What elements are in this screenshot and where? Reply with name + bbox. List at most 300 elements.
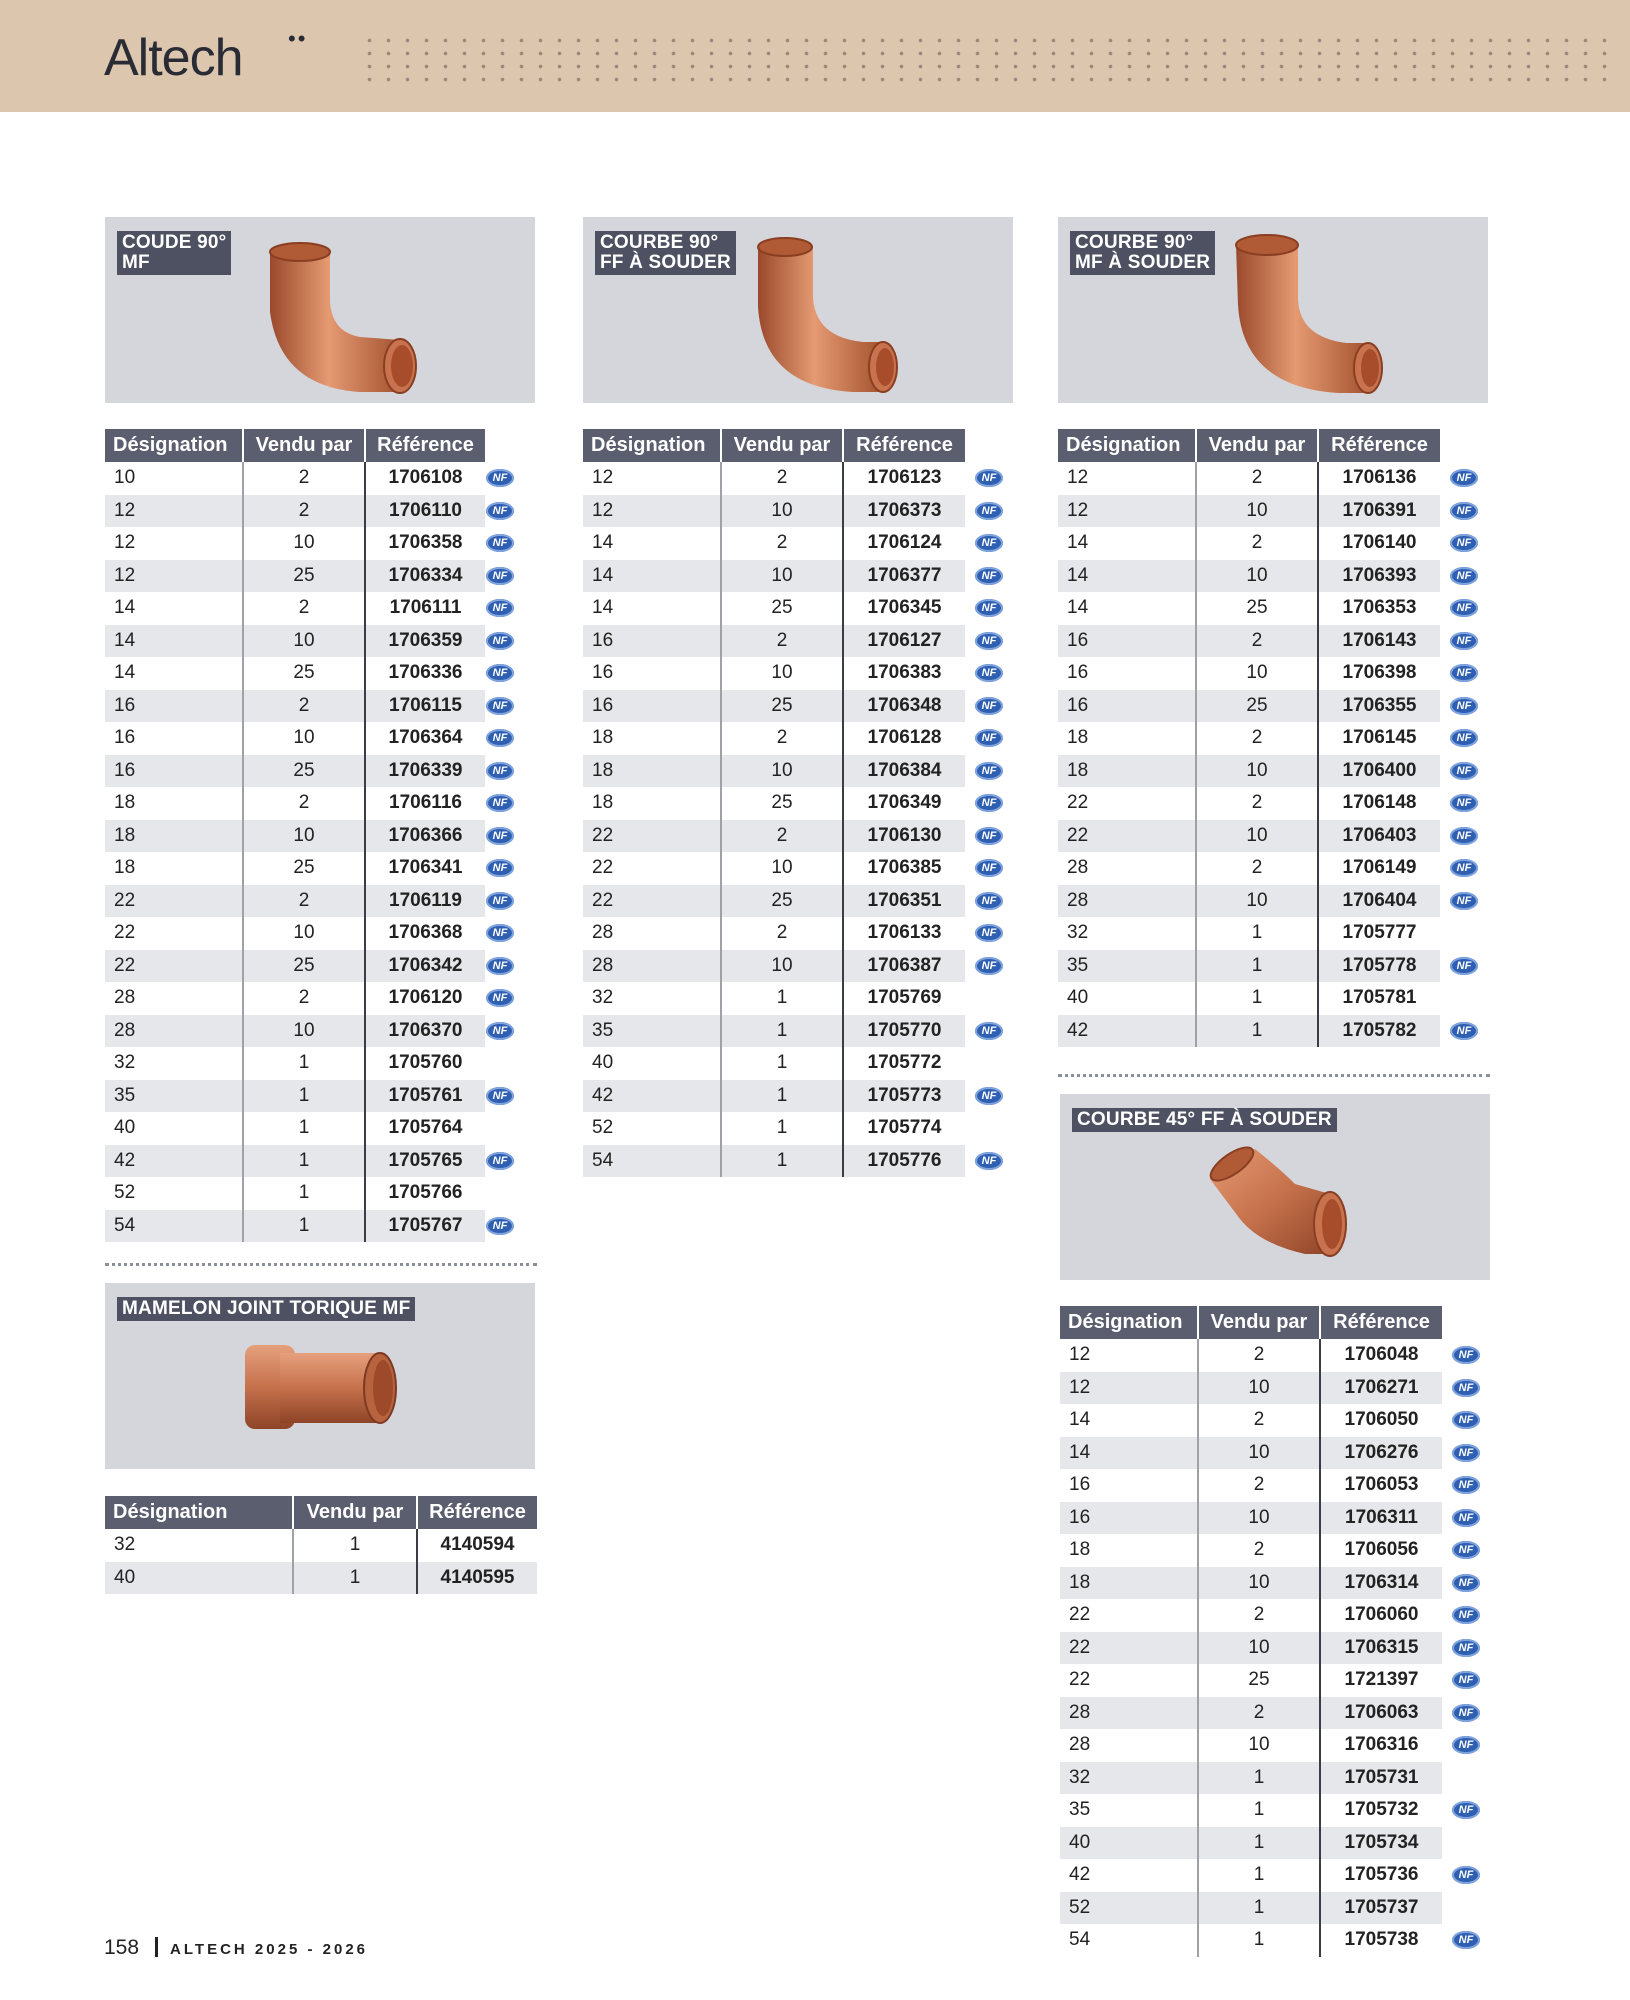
vendu-par-cell: 1	[721, 1145, 843, 1178]
vendu-par-cell: 10	[1198, 1729, 1320, 1762]
designation-cell: 12	[1060, 1339, 1198, 1372]
bend-45-fitting-image	[1200, 1139, 1360, 1269]
reference-cell: 1706128	[867, 727, 942, 749]
table-row	[583, 950, 1013, 983]
designation-cell: 42	[1060, 1859, 1198, 1892]
designation-cell: 28	[1060, 1729, 1198, 1762]
nf-cell	[485, 820, 515, 853]
brand-logo: Altech	[104, 29, 243, 87]
reference-cell: 1706393	[1318, 560, 1440, 593]
nf-certification-icon: NF	[975, 1022, 1003, 1040]
reference-cell: 1706403	[1318, 820, 1440, 853]
designation-cell: 16	[1060, 1502, 1198, 1535]
table-row	[1058, 592, 1488, 625]
table-row	[1060, 1892, 1490, 1925]
table-row	[105, 722, 515, 755]
reference-cell: 1706349	[867, 792, 942, 814]
table-row	[1058, 852, 1488, 885]
nf-cell	[1442, 1372, 1490, 1405]
nf-certification-icon: NF	[975, 794, 1003, 812]
vendu-par-cell: 10	[1198, 1372, 1320, 1405]
reference-cell: 1706351	[843, 885, 965, 918]
reference-cell: 1705737	[1320, 1892, 1442, 1925]
nf-certification-icon: NF	[1450, 892, 1478, 910]
nf-cell	[1442, 1469, 1490, 1502]
table-row	[1060, 1339, 1490, 1372]
table-row	[583, 722, 1013, 755]
table-row	[1060, 1664, 1490, 1697]
designation-cell: 28	[1058, 885, 1196, 918]
table-row	[583, 527, 1013, 560]
table-row	[105, 625, 515, 658]
nf-certification-icon: NF	[1452, 1411, 1480, 1429]
table-row	[583, 852, 1013, 885]
vendu-par-cell: 10	[1196, 657, 1318, 690]
reference-cell: 1706149	[1342, 857, 1417, 879]
nf-cell	[485, 560, 515, 593]
product-title: COURBE 90° MF À SOUDER	[1070, 231, 1215, 275]
vendu-par-cell: 2	[243, 885, 365, 918]
table-row	[1058, 560, 1488, 593]
designation-cell: 16	[1058, 690, 1196, 723]
table-row	[1060, 1762, 1490, 1795]
table-row	[105, 1047, 515, 1080]
vendu-par-cell: 10	[1198, 1632, 1320, 1665]
reference-cell: 1706404	[1318, 885, 1440, 918]
reference-cell: 1706111	[389, 597, 462, 619]
nf-certification-icon: NF	[1450, 827, 1478, 845]
reference-cell: 1706336	[388, 662, 463, 684]
reference-cell: 1706116	[389, 792, 462, 814]
reference-cell: 1706063	[1320, 1697, 1442, 1730]
designation-cell: 18	[1058, 722, 1196, 755]
table-row	[105, 885, 515, 918]
table-row	[1060, 1437, 1490, 1470]
nf-cell	[485, 950, 515, 983]
nf-cell	[485, 1015, 515, 1048]
nf-cell	[485, 495, 515, 528]
table-row	[583, 917, 1013, 950]
table-row	[583, 1145, 1013, 1178]
reference-cell: 1706119	[365, 885, 485, 918]
vendu-par-cell: 1	[721, 1080, 843, 1113]
vendu-par-cell: 1	[721, 1015, 843, 1048]
reference-table	[1060, 1306, 1490, 1957]
nf-cell	[965, 1047, 1013, 1080]
nf-cell	[965, 1145, 1013, 1178]
table-row	[1058, 657, 1488, 690]
nf-certification-icon: NF	[1452, 1509, 1480, 1527]
designation-cell: 54	[1060, 1924, 1198, 1957]
designation-cell: 14	[105, 625, 243, 658]
designation-cell: 16	[105, 755, 243, 788]
reference-cell: 4140594	[440, 1534, 515, 1556]
nf-cell	[1442, 1534, 1490, 1567]
designation-cell: 12	[583, 495, 721, 528]
vendu-par-cell: 2	[721, 722, 843, 755]
designation-cell: 18	[105, 852, 243, 885]
nf-cell	[1442, 1697, 1490, 1730]
designation-cell: 18	[1060, 1567, 1198, 1600]
designation-cell: 22	[583, 885, 721, 918]
vendu-par-cell: 1	[243, 1177, 365, 1210]
nf-certification-icon: NF	[1450, 664, 1478, 682]
reference-cell: 1706136	[1342, 467, 1417, 489]
nf-cell	[1442, 1729, 1490, 1762]
table-row	[1058, 950, 1488, 983]
designation-cell: 54	[583, 1145, 721, 1178]
table-row	[1060, 1924, 1490, 1957]
reference-cell: 1706387	[843, 950, 965, 983]
reference-cell: 1706124	[867, 532, 942, 554]
designation-cell: 14	[1058, 592, 1196, 625]
nf-cell	[965, 495, 1013, 528]
reference-cell: 1706345	[867, 597, 942, 619]
nf-certification-icon: NF	[486, 697, 514, 715]
vendu-par-cell: 2	[1198, 1404, 1320, 1437]
nf-certification-icon: NF	[975, 924, 1003, 942]
table-row	[1058, 1015, 1488, 1048]
nf-cell	[1440, 1015, 1488, 1048]
vendu-par-cell: 25	[243, 950, 365, 983]
vendu-par-cell: 1	[1196, 1015, 1318, 1048]
designation-cell: 42	[1058, 1015, 1196, 1048]
vendu-par-cell: 2	[1198, 1697, 1320, 1730]
nf-certification-icon: NF	[486, 1087, 514, 1105]
table-row	[105, 560, 515, 593]
col-reference: Référence	[1318, 429, 1440, 462]
vendu-par-cell: 1	[243, 1047, 365, 1080]
reference-cell: 1706366	[365, 820, 485, 853]
designation-cell: 32	[1058, 917, 1196, 950]
vendu-par-cell: 2	[1196, 527, 1318, 560]
table-row	[1058, 462, 1488, 495]
nf-cell	[485, 755, 515, 788]
reference-cell: 1706143	[1318, 625, 1440, 658]
nf-cell	[965, 657, 1013, 690]
vendu-par-cell: 25	[721, 787, 843, 820]
table-row	[105, 1145, 515, 1178]
designation-cell: 12	[105, 527, 243, 560]
nf-certification-icon: NF	[486, 762, 514, 780]
table-row	[583, 755, 1013, 788]
table-row	[105, 1080, 515, 1113]
vendu-par-cell: 2	[1196, 462, 1318, 495]
reference-cell: 1705734	[1320, 1827, 1442, 1860]
header-band	[0, 0, 1630, 112]
nf-cell	[965, 625, 1013, 658]
vendu-par-cell: 1	[1196, 982, 1318, 1015]
table-row	[583, 462, 1013, 495]
dotted-pattern	[360, 34, 1616, 86]
designation-cell: 18	[583, 722, 721, 755]
reference-cell: 1705731	[1320, 1762, 1442, 1795]
vendu-par-cell: 1	[293, 1562, 417, 1595]
nf-certification-icon: NF	[1450, 1022, 1478, 1040]
reference-cell: 1706316	[1344, 1734, 1419, 1756]
nf-certification-icon: NF	[486, 859, 514, 877]
reference-cell: 1706053	[1344, 1474, 1419, 1496]
nf-cell	[965, 1080, 1013, 1113]
table-row	[1058, 917, 1488, 950]
reference-cell: 1706377	[843, 560, 965, 593]
nf-cell	[485, 885, 515, 918]
designation-cell: 16	[583, 625, 721, 658]
nf-cell	[485, 1210, 515, 1243]
nf-certification-icon: NF	[1450, 469, 1478, 487]
table-row	[1060, 1729, 1490, 1762]
table-row	[105, 657, 515, 690]
vendu-par-cell: 10	[1198, 1437, 1320, 1470]
nf-certification-icon: NF	[975, 567, 1003, 585]
nf-cell	[1440, 722, 1488, 755]
designation-cell: 22	[583, 852, 721, 885]
designation-cell: 16	[583, 657, 721, 690]
vendu-par-cell: 2	[1198, 1599, 1320, 1632]
nf-cell	[485, 982, 515, 1015]
reference-cell: 1705773	[843, 1080, 965, 1113]
nf-certification-icon: NF	[1452, 1444, 1480, 1462]
vendu-par-cell: 1	[243, 1112, 365, 1145]
designation-cell: 28	[583, 917, 721, 950]
reference-cell: 1706383	[867, 662, 942, 684]
designation-cell: 12	[1060, 1372, 1198, 1405]
nf-cell	[485, 592, 515, 625]
vendu-par-cell: 1	[293, 1529, 417, 1562]
table-row	[1058, 787, 1488, 820]
designation-cell: 52	[583, 1112, 721, 1145]
table-row	[1060, 1502, 1490, 1535]
nf-certification-icon: NF	[1452, 1736, 1480, 1754]
nf-cell	[965, 527, 1013, 560]
reference-cell: 1705765	[365, 1145, 485, 1178]
nf-certification-icon: NF	[1452, 1931, 1480, 1949]
reference-cell: 1705781	[1342, 987, 1417, 1009]
nf-cell	[1440, 820, 1488, 853]
nf-cell	[485, 917, 515, 950]
vendu-par-cell: 1	[243, 1080, 365, 1113]
nf-certification-icon: NF	[486, 794, 514, 812]
nf-cell	[485, 852, 515, 885]
vendu-par-cell: 10	[721, 852, 843, 885]
table-row	[105, 690, 515, 723]
table-row	[1060, 1599, 1490, 1632]
reference-cell: 1706060	[1344, 1604, 1419, 1626]
reference-cell: 1706348	[843, 690, 965, 723]
table-row	[1060, 1567, 1490, 1600]
col-designation: Désignation	[1060, 1306, 1198, 1339]
vendu-par-cell: 10	[1196, 820, 1318, 853]
nf-cell	[1440, 852, 1488, 885]
reference-cell: 1706115	[365, 690, 485, 723]
reference-cell: 1706140	[1342, 532, 1417, 554]
designation-cell: 18	[1058, 755, 1196, 788]
reference-cell: 1706276	[1320, 1437, 1442, 1470]
col-designation: Désignation	[1058, 429, 1196, 462]
vendu-par-cell: 1	[1198, 1892, 1320, 1925]
nf-certification-icon: NF	[1452, 1801, 1480, 1819]
nf-certification-icon: NF	[1450, 729, 1478, 747]
elbow-fitting-image	[240, 232, 420, 397]
vendu-par-cell: 25	[721, 592, 843, 625]
vendu-par-cell: 10	[721, 495, 843, 528]
vendu-par-cell: 25	[1196, 592, 1318, 625]
nf-cell	[1440, 755, 1488, 788]
table-row	[105, 495, 515, 528]
reference-cell: 1705769	[867, 987, 942, 1009]
designation-cell: 42	[583, 1080, 721, 1113]
reference-cell: 1706373	[843, 495, 965, 528]
table-row	[583, 1112, 1013, 1145]
nf-cell	[485, 690, 515, 723]
nf-cell	[1440, 982, 1488, 1015]
col-reference: Référence	[417, 1496, 537, 1529]
vendu-par-cell: 1	[721, 982, 843, 1015]
table-row	[1058, 982, 1488, 1015]
reference-cell: 1706130	[843, 820, 965, 853]
designation-cell: 14	[1058, 527, 1196, 560]
reference-cell: 1706108	[388, 467, 463, 489]
vendu-par-cell: 25	[243, 755, 365, 788]
table-row	[583, 1080, 1013, 1113]
nf-cell	[1442, 1632, 1490, 1665]
vendu-par-cell: 2	[243, 495, 365, 528]
vendu-par-cell: 10	[243, 820, 365, 853]
reference-cell: 1706370	[365, 1015, 485, 1048]
reference-cell: 1706364	[388, 727, 463, 749]
product-title: COURBE 90° FF À SOUDER	[595, 231, 736, 275]
vendu-par-cell: 10	[243, 722, 365, 755]
vendu-par-cell: 10	[721, 657, 843, 690]
table-row	[583, 625, 1013, 658]
reference-cell: 1706339	[365, 755, 485, 788]
table-row	[1058, 625, 1488, 658]
reference-cell: 1705738	[1344, 1929, 1419, 1951]
page-number: 158	[104, 1936, 140, 1959]
designation-cell: 22	[1058, 787, 1196, 820]
designation-cell: 28	[583, 950, 721, 983]
reference-cell: 1705782	[1318, 1015, 1440, 1048]
designation-cell: 22	[105, 885, 243, 918]
vendu-par-cell: 2	[1196, 852, 1318, 885]
table-row	[1058, 690, 1488, 723]
product-image	[1060, 1094, 1490, 1280]
vendu-par-cell: 2	[721, 462, 843, 495]
nf-cell	[1442, 1827, 1490, 1860]
nf-certification-icon: NF	[1452, 1574, 1480, 1592]
vendu-par-cell: 10	[721, 755, 843, 788]
vendu-par-cell: 2	[721, 820, 843, 853]
vendu-par-cell: 25	[721, 885, 843, 918]
nf-cell	[485, 1145, 515, 1178]
designation-cell: 42	[105, 1145, 243, 1178]
designation-cell: 14	[105, 657, 243, 690]
designation-cell: 12	[1058, 495, 1196, 528]
reference-cell: 1705778	[1318, 950, 1440, 983]
table-row	[105, 1015, 515, 1048]
nf-cell	[485, 657, 515, 690]
nf-certification-icon: NF	[1452, 1671, 1480, 1689]
reference-cell: 1706384	[843, 755, 965, 788]
reference-cell: 1706398	[1342, 662, 1417, 684]
table-row	[583, 1015, 1013, 1048]
nf-certification-icon: NF	[486, 567, 514, 585]
vendu-par-cell: 1	[1196, 917, 1318, 950]
designation-cell: 16	[105, 690, 243, 723]
designation-cell: 28	[1058, 852, 1196, 885]
product-image	[105, 217, 535, 403]
nf-cell	[965, 917, 1013, 950]
bend-fitting-image	[743, 227, 903, 397]
designation-cell: 16	[1058, 657, 1196, 690]
table-row	[105, 982, 515, 1015]
designation-cell: 22	[1060, 1632, 1198, 1665]
nf-cell	[1440, 787, 1488, 820]
reference-cell: 1721397	[1344, 1669, 1419, 1691]
nf-cell	[485, 527, 515, 560]
nf-certification-icon: NF	[486, 1152, 514, 1170]
table-row	[105, 1112, 515, 1145]
table-row	[105, 852, 515, 885]
col-vendu-par: Vendu par	[721, 429, 843, 462]
designation-cell: 14	[1058, 560, 1196, 593]
vendu-par-cell: 10	[1198, 1567, 1320, 1600]
table-row	[1058, 722, 1488, 755]
col-reference: Référence	[365, 429, 485, 462]
reference-cell: 1705776	[843, 1145, 965, 1178]
col-vendu-par: Vendu par	[293, 1496, 417, 1529]
designation-cell: 28	[1060, 1697, 1198, 1730]
nf-cell	[1440, 527, 1488, 560]
reference-cell: 1705764	[388, 1117, 463, 1139]
product-title: MAMELON JOINT TORIQUE MF	[117, 1297, 415, 1321]
designation-cell: 52	[1060, 1892, 1198, 1925]
vendu-par-cell: 2	[243, 690, 365, 723]
nf-certification-icon: NF	[975, 957, 1003, 975]
nf-certification-icon: NF	[1450, 502, 1478, 520]
designation-cell: 14	[583, 527, 721, 560]
designation-cell: 18	[1060, 1534, 1198, 1567]
vendu-par-cell: 10	[1196, 560, 1318, 593]
reference-cell: 1706120	[388, 987, 463, 1009]
table-row	[105, 1177, 515, 1210]
table-row	[105, 1210, 515, 1243]
reference-cell: 1706385	[867, 857, 942, 879]
nf-certification-icon: NF	[1452, 1541, 1480, 1559]
designation-cell: 18	[583, 787, 721, 820]
nf-certification-icon: NF	[975, 859, 1003, 877]
vendu-par-cell: 10	[721, 950, 843, 983]
nf-cell	[965, 690, 1013, 723]
designation-cell: 52	[105, 1177, 243, 1210]
designation-cell: 22	[1060, 1664, 1198, 1697]
nf-certification-icon: NF	[1452, 1476, 1480, 1494]
nipple-fitting-image	[235, 1333, 405, 1443]
nf-certification-icon: NF	[1450, 762, 1478, 780]
designation-cell: 22	[1060, 1599, 1198, 1632]
vendu-par-cell: 2	[243, 592, 365, 625]
nf-certification-icon: NF	[975, 534, 1003, 552]
reference-cell: 1706334	[365, 560, 485, 593]
product-title: COURBE 45° FF À SOUDER	[1072, 1108, 1337, 1132]
product-image	[583, 217, 1013, 403]
designation-cell: 10	[105, 462, 243, 495]
reference-cell: 1706050	[1344, 1409, 1419, 1431]
table-row	[105, 527, 515, 560]
nf-cell	[965, 462, 1013, 495]
table-row	[1060, 1404, 1490, 1437]
table-row	[1060, 1794, 1490, 1827]
